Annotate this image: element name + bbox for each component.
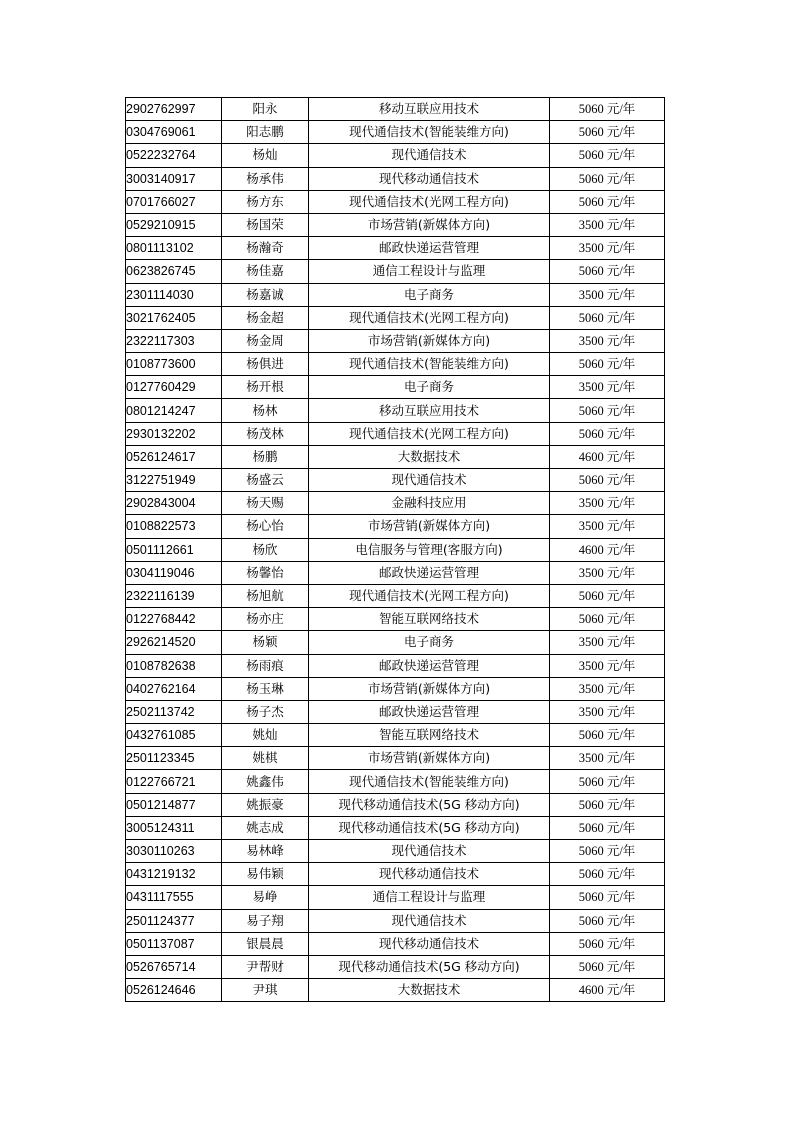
table-row [126,422,665,445]
student-name-cell: 杨鹏 [222,445,309,468]
student-id-cell: 2902843004 [126,492,222,515]
table-row [126,399,665,422]
student-name-cell: 易峥 [222,886,309,909]
major-cell: 现代通信技术(智能装维方向) [309,770,550,793]
major-cell: 电信服务与管理(客服方向) [309,538,550,561]
tuition-fee-cell: 3500 元/年 [550,561,665,584]
student-id-cell: 0501214877 [126,793,222,816]
tuition-fee-cell: 5060 元/年 [550,840,665,863]
tuition-fee-cell: 5060 元/年 [550,121,665,144]
student-name-cell: 杨盛云 [222,469,309,492]
student-name-cell: 杨玉琳 [222,677,309,700]
student-id-cell: 0501112661 [126,538,222,561]
table-row [126,584,665,607]
student-name-cell: 杨金周 [222,329,309,352]
table-row [126,747,665,770]
table-row [126,213,665,236]
table-row [126,121,665,144]
major-cell: 现代通信技术 [309,144,550,167]
major-cell: 现代移动通信技术(5G 移动方向) [309,816,550,839]
table-row [126,98,665,121]
student-id-cell: 0432761085 [126,724,222,747]
major-cell: 移动互联应用技术 [309,98,550,121]
tuition-fee-cell: 5060 元/年 [550,422,665,445]
student-id-cell: 0122768442 [126,608,222,631]
student-name-cell: 易伟颖 [222,863,309,886]
table-row [126,909,665,932]
table-row [126,376,665,399]
student-fee-table [125,97,665,1002]
tuition-fee-cell: 5060 元/年 [550,932,665,955]
table-row [126,283,665,306]
student-id-cell: 3122751949 [126,469,222,492]
tuition-fee-cell: 5060 元/年 [550,144,665,167]
tuition-fee-cell: 5060 元/年 [550,469,665,492]
table-row [126,144,665,167]
table-row [126,329,665,352]
table-row [126,167,665,190]
table-row [126,190,665,213]
tuition-fee-cell: 5060 元/年 [550,98,665,121]
student-id-cell: 2930132202 [126,422,222,445]
table-row [126,816,665,839]
major-cell: 现代移动通信技术 [309,932,550,955]
major-cell: 电子商务 [309,283,550,306]
major-cell: 市场营销(新媒体方向) [309,213,550,236]
student-id-cell: 0431219132 [126,863,222,886]
student-id-cell: 0701766027 [126,190,222,213]
student-name-cell: 杨佳嘉 [222,260,309,283]
student-name-cell: 杨雨痕 [222,654,309,677]
student-id-cell: 3030110263 [126,840,222,863]
student-id-cell: 0526124646 [126,979,222,1002]
major-cell: 邮政快递运营管理 [309,237,550,260]
student-name-cell: 杨灿 [222,144,309,167]
tuition-fee-cell: 3500 元/年 [550,492,665,515]
major-cell: 现代通信技术(智能装维方向) [309,121,550,144]
student-id-cell: 3005124311 [126,816,222,839]
tuition-fee-cell: 5060 元/年 [550,306,665,329]
tuition-fee-cell: 3500 元/年 [550,376,665,399]
student-name-cell: 杨嘉诚 [222,283,309,306]
table-row [126,654,665,677]
tuition-fee-cell: 5060 元/年 [550,909,665,932]
student-name-cell: 姚灿 [222,724,309,747]
major-cell: 现代通信技术(光网工程方向) [309,584,550,607]
tuition-fee-cell: 5060 元/年 [550,816,665,839]
tuition-fee-cell: 3500 元/年 [550,700,665,723]
student-name-cell: 杨子杰 [222,700,309,723]
tuition-fee-cell: 5060 元/年 [550,260,665,283]
student-name-cell: 阳永 [222,98,309,121]
tuition-fee-cell: 5060 元/年 [550,190,665,213]
student-id-cell: 0402762164 [126,677,222,700]
tuition-fee-cell: 3500 元/年 [550,283,665,306]
student-name-cell: 姚鑫伟 [222,770,309,793]
major-cell: 现代通信技术 [309,469,550,492]
table-row [126,469,665,492]
student-id-cell: 2502113742 [126,700,222,723]
student-id-cell: 0529210915 [126,213,222,236]
student-id-cell: 2501123345 [126,747,222,770]
major-cell: 大数据技术 [309,979,550,1002]
student-name-cell: 杨金超 [222,306,309,329]
student-id-cell: 2301114030 [126,283,222,306]
tuition-fee-cell: 5060 元/年 [550,608,665,631]
student-id-cell: 0623826745 [126,260,222,283]
student-fee-table-body [126,98,665,1002]
tuition-fee-cell: 5060 元/年 [550,886,665,909]
student-id-cell: 0431117555 [126,886,222,909]
table-row [126,538,665,561]
major-cell: 市场营销(新媒体方向) [309,329,550,352]
student-name-cell: 银晨晨 [222,932,309,955]
major-cell: 现代通信技术(光网工程方向) [309,190,550,213]
table-row [126,863,665,886]
tuition-fee-cell: 5060 元/年 [550,399,665,422]
student-name-cell: 杨俱进 [222,353,309,376]
table-row [126,979,665,1002]
major-cell: 市场营销(新媒体方向) [309,747,550,770]
student-id-cell: 2926214520 [126,631,222,654]
tuition-fee-cell: 3500 元/年 [550,747,665,770]
major-cell: 电子商务 [309,376,550,399]
tuition-fee-cell: 3500 元/年 [550,677,665,700]
student-name-cell: 杨承伟 [222,167,309,190]
student-name-cell: 杨方东 [222,190,309,213]
major-cell: 邮政快递运营管理 [309,561,550,584]
table-row [126,492,665,515]
tuition-fee-cell: 5060 元/年 [550,724,665,747]
major-cell: 现代移动通信技术(5G 移动方向) [309,793,550,816]
student-name-cell: 杨心怡 [222,515,309,538]
tuition-fee-cell: 3500 元/年 [550,213,665,236]
student-id-cell: 2902762997 [126,98,222,121]
table-row [126,515,665,538]
student-name-cell: 杨亦庄 [222,608,309,631]
student-id-cell: 3003140917 [126,167,222,190]
student-id-cell: 0526765714 [126,955,222,978]
tuition-fee-cell: 5060 元/年 [550,167,665,190]
student-id-cell: 0108822573 [126,515,222,538]
major-cell: 通信工程设计与监理 [309,260,550,283]
student-id-cell: 0122766721 [126,770,222,793]
student-name-cell: 易子翔 [222,909,309,932]
student-id-cell: 0801113102 [126,237,222,260]
major-cell: 大数据技术 [309,445,550,468]
major-cell: 金融科技应用 [309,492,550,515]
table-row [126,445,665,468]
major-cell: 移动互联应用技术 [309,399,550,422]
student-name-cell: 尹帮财 [222,955,309,978]
major-cell: 现代移动通信技术 [309,863,550,886]
student-id-cell: 0304769061 [126,121,222,144]
major-cell: 智能互联网络技术 [309,724,550,747]
tuition-fee-cell: 3500 元/年 [550,329,665,352]
tuition-fee-cell: 5060 元/年 [550,353,665,376]
tuition-fee-cell: 5060 元/年 [550,793,665,816]
table-row [126,724,665,747]
student-id-cell: 0304119046 [126,561,222,584]
student-id-cell: 0108782638 [126,654,222,677]
major-cell: 邮政快递运营管理 [309,700,550,723]
tuition-fee-cell: 3500 元/年 [550,631,665,654]
major-cell: 现代通信技术(光网工程方向) [309,306,550,329]
student-id-cell: 3021762405 [126,306,222,329]
tuition-fee-cell: 5060 元/年 [550,770,665,793]
student-name-cell: 阳志鹏 [222,121,309,144]
tuition-fee-cell: 4600 元/年 [550,979,665,1002]
student-name-cell: 杨瀚奇 [222,237,309,260]
tuition-fee-cell: 5060 元/年 [550,863,665,886]
student-name-cell: 易林峰 [222,840,309,863]
major-cell: 通信工程设计与监理 [309,886,550,909]
student-id-cell: 0522232764 [126,144,222,167]
table-row [126,631,665,654]
student-name-cell: 杨旭航 [222,584,309,607]
student-id-cell: 2322117303 [126,329,222,352]
student-name-cell: 杨馨怡 [222,561,309,584]
student-name-cell: 杨林 [222,399,309,422]
table-row [126,886,665,909]
student-id-cell: 0801214247 [126,399,222,422]
tuition-fee-cell: 3500 元/年 [550,654,665,677]
student-name-cell: 尹琪 [222,979,309,1002]
major-cell: 市场营销(新媒体方向) [309,677,550,700]
table-row [126,770,665,793]
student-id-cell: 0526124617 [126,445,222,468]
major-cell: 智能互联网络技术 [309,608,550,631]
table-row [126,353,665,376]
student-name-cell: 姚棋 [222,747,309,770]
student-name-cell: 杨颖 [222,631,309,654]
table-row [126,840,665,863]
tuition-fee-cell: 5060 元/年 [550,955,665,978]
student-id-cell: 2501124377 [126,909,222,932]
student-name-cell: 杨茂林 [222,422,309,445]
tuition-fee-cell: 5060 元/年 [550,584,665,607]
major-cell: 现代移动通信技术 [309,167,550,190]
table-row [126,793,665,816]
major-cell: 电子商务 [309,631,550,654]
table-row [126,237,665,260]
table-row [126,561,665,584]
student-name-cell: 杨天赐 [222,492,309,515]
table-row [126,608,665,631]
tuition-fee-cell: 3500 元/年 [550,237,665,260]
student-id-cell: 0501137087 [126,932,222,955]
student-name-cell: 杨开根 [222,376,309,399]
tuition-fee-cell: 3500 元/年 [550,515,665,538]
student-name-cell: 杨欣 [222,538,309,561]
table-row [126,932,665,955]
student-name-cell: 姚志成 [222,816,309,839]
major-cell: 现代通信技术 [309,840,550,863]
major-cell: 市场营销(新媒体方向) [309,515,550,538]
major-cell: 现代通信技术 [309,909,550,932]
student-name-cell: 杨国荣 [222,213,309,236]
student-id-cell: 0127760429 [126,376,222,399]
major-cell: 现代通信技术(智能装维方向) [309,353,550,376]
student-id-cell: 0108773600 [126,353,222,376]
student-id-cell: 2322116139 [126,584,222,607]
table-row [126,306,665,329]
table-row [126,677,665,700]
student-name-cell: 姚振豪 [222,793,309,816]
table-row [126,955,665,978]
table-row [126,260,665,283]
major-cell: 现代移动通信技术(5G 移动方向) [309,955,550,978]
tuition-fee-cell: 4600 元/年 [550,538,665,561]
major-cell: 现代通信技术(光网工程方向) [309,422,550,445]
major-cell: 邮政快递运营管理 [309,654,550,677]
table-row [126,700,665,723]
tuition-fee-cell: 4600 元/年 [550,445,665,468]
